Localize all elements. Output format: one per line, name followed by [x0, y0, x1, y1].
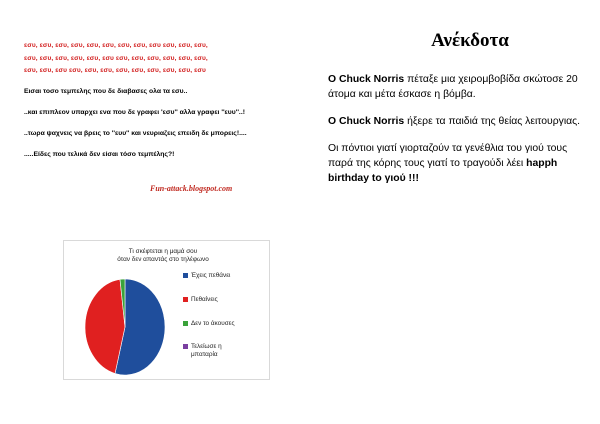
- joke-text: Οι πόντιοι γιατί γιορταζούν τα γενέθλια του γιού τους παρά της κόρης τους γιατί το τραγούδι λέει: [328, 143, 568, 169]
- jokes-panel: [320, 30, 590, 198]
- meme-line-2: ..και επιπλεον υπαρχει ενα που δε γραφει 'εσυ'' αλλα γραφει ''ευυ''..!: [24, 109, 245, 117]
- legend-label: Έχεις πεθάνει: [191, 272, 231, 279]
- legend-swatch-red: [183, 297, 188, 302]
- esu-repeated-text: [24, 40, 278, 78]
- joke-text: πέταξε μια χειρομβοβίδα σκώτοσε 20 άτομα και μέτα έσκασε η βόμβα.: [328, 74, 578, 100]
- legend-label: Δεν το άκουσες: [191, 320, 235, 327]
- esu-line: εσυ, εσυ, εσυ εσυ, εσυ, εσυ, εσυ, εσυ, εσυ, εσυ, εσυ, εσυ: [24, 67, 206, 74]
- meme-line-4: .....Είδες που τελικά δεν είσαι τόσο τεμπέλης?!: [24, 151, 175, 159]
- pie-chart: [64, 241, 269, 379]
- joke-subject: O Chuck Norris: [328, 74, 405, 85]
- meme-line-1: Εισαι τοσο τεμπελης που δε διαβασες ολα τα εσυ..: [24, 87, 188, 95]
- legend-label: [191, 343, 222, 359]
- joke-subject: O Chuck Norris: [328, 116, 405, 127]
- esu-meme: [24, 40, 278, 160]
- esu-line: εσυ, εσυ, εσυ, εσυ, εσυ, εσυ, εσυ, εσυ, εσυ εσυ, εσυ, εσυ,: [24, 42, 208, 49]
- esu-line: εσυ, εσυ, εσυ, εσυ, εσυ, εσυ εσυ, εσυ, εσυ, εσυ, εσυ, εσυ,: [24, 54, 208, 62]
- jokes-title: Ανέκδοτα: [431, 30, 509, 51]
- joke-punchline: happh birthday to γιού !!!: [328, 158, 558, 184]
- legend-label: Πεθαίνεις: [191, 296, 218, 303]
- legend-swatch-purple: [183, 344, 188, 349]
- meme-line-3: ..τωρα ψαχνεις να βρεις το ''ευυ'' και νευριαζεις επειδη δε μπορεις!....: [24, 129, 247, 137]
- joke-2: [328, 114, 590, 129]
- legend-swatch-green: [183, 321, 188, 326]
- legend-label-line: μπαταρία: [191, 351, 218, 358]
- legend-swatch-blue: [183, 273, 188, 278]
- joke-1: [328, 72, 590, 102]
- chart-title-line: Τι σκέφτεται η μαμά σου: [128, 248, 198, 255]
- joke-text: ήξερε τα παιδιά της θείας λειτουργιας.: [404, 116, 581, 127]
- legend-label-line: Τελείωσε η: [191, 343, 222, 350]
- chart-title-line: όταν δεν απαντάς στο τηλέφωνο: [117, 256, 209, 263]
- pie-chart-card: [63, 240, 270, 380]
- blog-credit: Fun-attack.blogspot.com: [150, 184, 233, 193]
- joke-3: [328, 141, 590, 186]
